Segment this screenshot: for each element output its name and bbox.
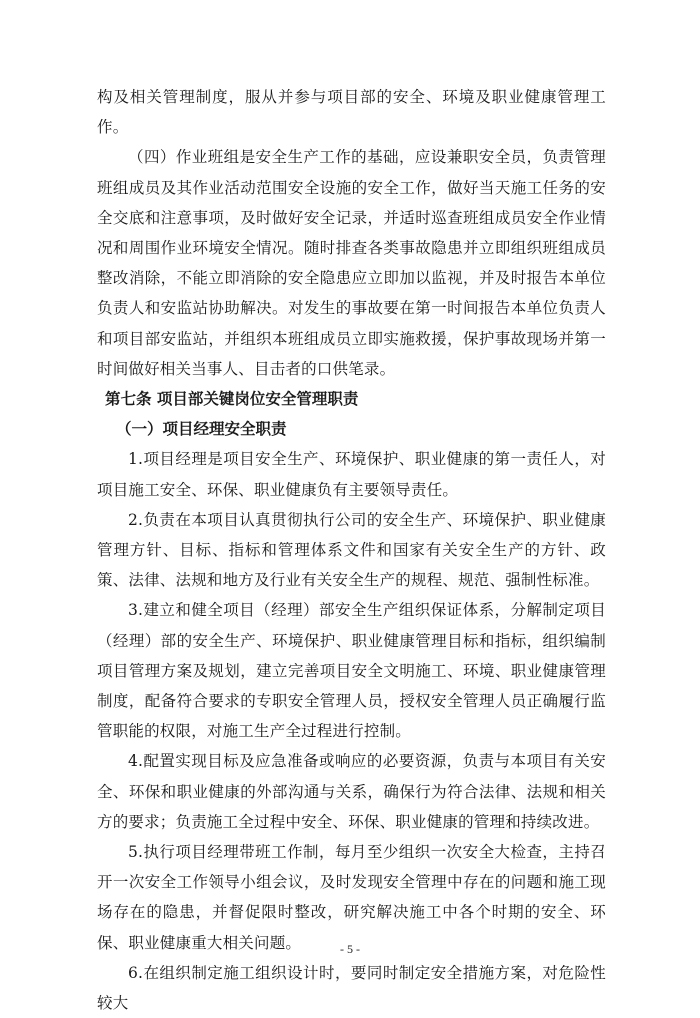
list-item: 6.在组织制定施工组织设计时，要同时制定安全措施方案，对危险性较大 — [97, 963, 606, 1013]
list-item: 1.项目经理是项目安全生产、环境保护、职业健康的第一责任人，对项目施工安全、环保、职业健康负有主要领导责任。 — [97, 450, 606, 499]
document-body — [97, 82, 606, 1018]
article-heading: 第七条 项目部关键岗位安全管理职责 — [105, 390, 359, 409]
list-item: 2.负责在本项目认真贯彻执行公司的安全生产、环境保护、职业健康管理方针、目标、指标和管理体系文件和国家有关安全生产的方针、政策、法律、法规和地方及行业有关安全生产的规程、规范、强制性标准。 — [97, 510, 606, 590]
page-number: - 5 - — [340, 942, 360, 956]
paragraph-continuation: 构及相关管理制度，服从并参与项目部的安全、环境及职业健康管理工作。 — [97, 88, 606, 137]
paragraph-team-duties: （四）作业班组是安全生产工作的基础，应设兼职安全员，负责管理班组成员及其作业活动范围安全设施的安全工作，做好当天施工任务的安全交底和注意事项，及时做好安全记录，并适时巡查班组成员安全作业情况和周围作业环境安全情况。随时排查各类事故隐患并立即组织班组成员整改消除，不能立即消除的安全隐患应立即加以监视，并及时报告本单位负责人和安监站协助解决。对发生的事故要在第一时间报告本单位负责人和项目部安监站，并组织本班组成员立即实施救援，保护事故现场并第一时间做好相关当事人、目击者的口供笔录。 — [97, 148, 606, 378]
list-item: 4.配置实现目标及应急准备或响应的必要资源，负责与本项目有关安全、环保和职业健康的外部沟通与关系，确保行为符合法律、法规和相关方的要求；负责施工全过程中安全、环保、职业健康的管理和持续改进。 — [97, 752, 606, 831]
list-item: 5.执行项目经理带班工作制，每月至少组织一次安全大检查，主持召开一次安全工作领导小组会议，及时发现安全管理中存在的问题和施工现场存在的隐患，并督促限时整改，研究解决施工中各个时期的安全、环保、职业健康重大相关问题。 — [97, 843, 606, 952]
section-heading: （一）项目经理安全职责 — [116, 420, 287, 439]
list-item: 3.建立和健全项目（经理）部安全生产组织保证体系，分解制定项目（经理）部的安全生产、环境保护、职业健康管理目标和指标，组织编制项目管理方案及规划，建立完善项目安全文明施工、环境、职业健康管理制度，配备符合要求的专职安全管理人员，授权安全管理人员正确履行监管职能的权限，对施工生产全过程进行控制。 — [97, 601, 606, 741]
